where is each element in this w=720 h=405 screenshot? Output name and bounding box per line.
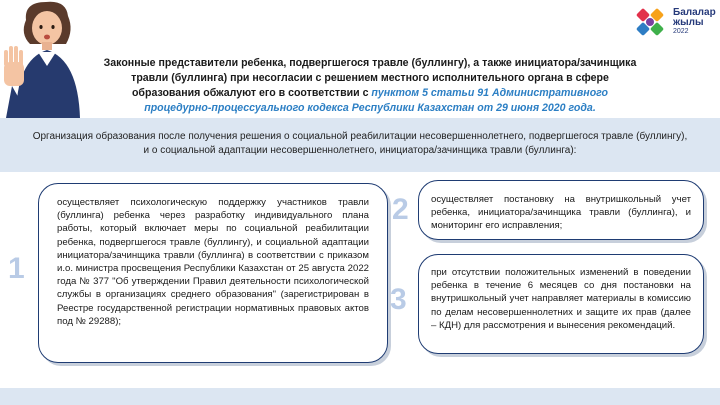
headline xyxy=(100,56,640,116)
item-number-2: 2 xyxy=(392,193,409,226)
item-text-1: осуществляет психологическую поддержку участников травли (буллинга) ребенка через разработку индивидуального плана работы, который включает меры по социальной реабилитации ребенка, подвергшегося травле (буллингу), и социальной адаптации инициатора/зачинщика травли (буллинга) в соответствии с приказом и.о. министра просвещения Республики Казахстан от 25 августа 2022 года № 377 "Об утверждении Правил деятельности психологической службы в организациях среднего образования" (зарегистрирован в Реестре государственной регистрации нормативных правовых актов под № 29288); xyxy=(57,197,369,327)
logo-line-2: жылы xyxy=(673,17,704,28)
logo-line-1: Балалар xyxy=(673,7,716,18)
item-text-2: осуществляет постановку на внутришкольный учет ребенка, инициатора/зачинщика травли (буллинга), и мониторинг его исправления; xyxy=(431,194,691,232)
bottom-strip xyxy=(0,388,720,405)
item-card-2 xyxy=(418,180,704,240)
intro-text: Организация образования после получения решения о социальной реабилитации несовершеннолетнего, подвергшегося травле (буллингу), и о социальной адаптации несовершеннолетнего, инициатора/зачинщика травли (буллинга): xyxy=(32,131,688,156)
item-text-3: при отсутствии положительных изменений в поведении ребенка в течение 6 месяцев со дня постановки на внутришкольный учет направляет материалы в комиссию по делам несовершеннолетних и защите их прав (далее – КДН) для рассмотрения и вынесения рекомендаций. xyxy=(431,267,691,331)
stop-gesture-illustration xyxy=(0,0,110,118)
item-card-1 xyxy=(38,183,388,363)
headline-text: Законные представители ребенка, подвергшегося травле (буллингу), а также инициатора/зачинщика травли (буллинга) при несогласии с решением местного исполнительного органа в сфере образования обжалуют его в соответствии с xyxy=(103,57,637,99)
headline-legal-reference: пунктом 5 статьи 91 Административного процедурно-процессуального кодекса Республики Казахстан от 29 июня 2020 года. xyxy=(144,87,609,114)
logo-text xyxy=(673,8,716,28)
logo-year: 2022 xyxy=(673,28,689,35)
item-card-3 xyxy=(418,254,704,354)
item-number-1: 1 xyxy=(8,252,25,285)
item-number-3: 3 xyxy=(390,283,407,316)
